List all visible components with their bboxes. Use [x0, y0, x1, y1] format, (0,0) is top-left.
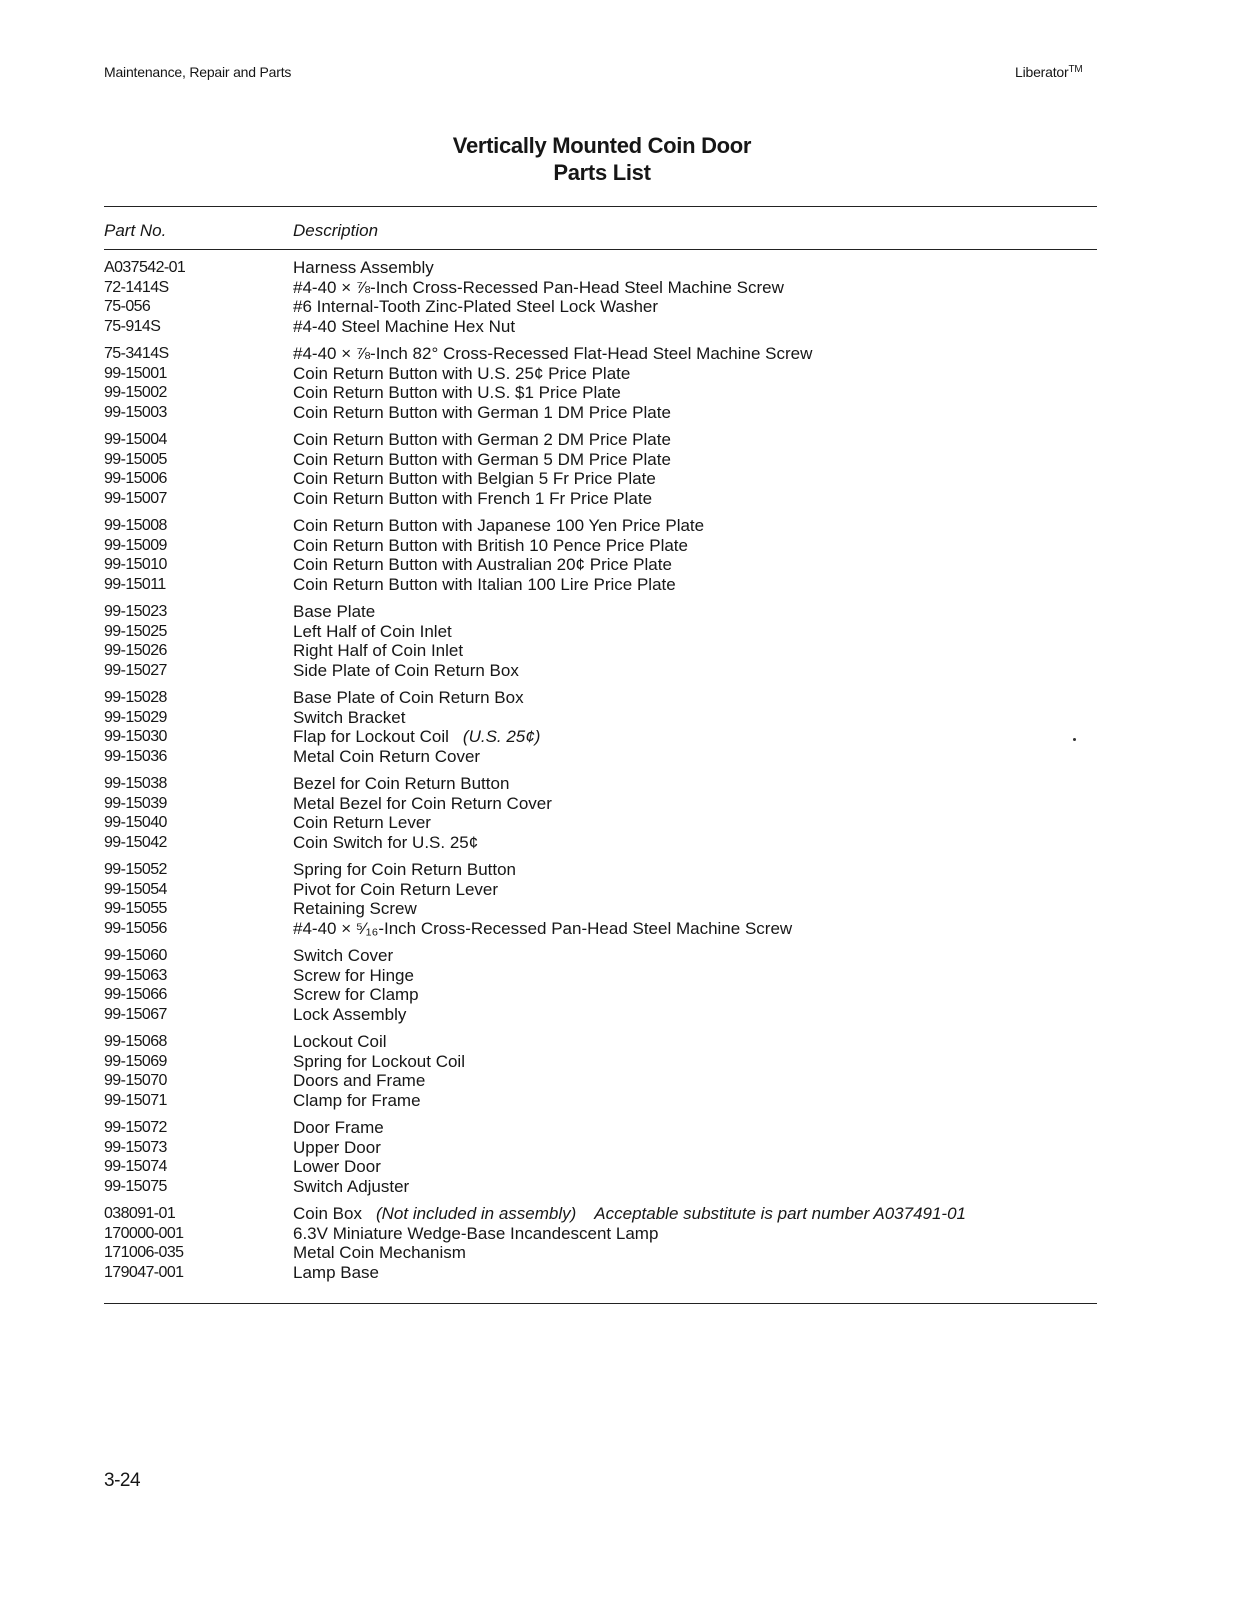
description-text: Flap for Lockout Coil	[293, 727, 449, 746]
part-description	[293, 1177, 1097, 1197]
part-number: 75-056	[104, 298, 151, 315]
part-number: 99-15066	[104, 986, 167, 1003]
part-number: 99-15006	[104, 470, 167, 487]
table-row	[104, 1224, 1097, 1244]
description-text: Screw for Hinge	[293, 965, 414, 985]
part-group	[104, 1118, 1097, 1196]
part-description	[293, 1032, 1097, 1052]
part-description	[293, 430, 1097, 450]
table-row	[104, 919, 1097, 939]
description-text: Clamp for Frame	[293, 1090, 421, 1110]
description-text: Coin Return Button with Japanese 100 Yen Price Plate	[293, 516, 705, 535]
part-description	[293, 297, 1097, 317]
part-description	[293, 1071, 1097, 1091]
table-row	[104, 661, 1097, 681]
description-text: Coin Return Button with U.S. 25¢ Price Plate	[293, 363, 631, 383]
part-number: 99-15038	[104, 775, 167, 792]
part-description	[293, 794, 1097, 814]
part-group	[104, 1204, 1097, 1282]
table-row	[104, 966, 1097, 986]
part-description	[293, 860, 1097, 880]
description-text: Lockout Coil	[293, 1032, 387, 1051]
part-number: 038091-01	[104, 1205, 176, 1222]
description-text: Spring for Coin Return Button	[293, 860, 517, 879]
table-row	[104, 450, 1097, 470]
part-description	[293, 813, 1097, 833]
description-text: 6.3V Miniature Wedge-Base Incandescent Lamp	[293, 1223, 659, 1243]
part-number: 72-1414S	[104, 278, 169, 296]
description-text: Base Plate	[293, 602, 376, 621]
header-rule	[104, 249, 1097, 250]
table-row	[104, 774, 1097, 794]
description-text: Doors and Frame	[293, 1071, 426, 1090]
description-text: Coin Return Button with Belgian 5 Fr Price Plate	[293, 469, 656, 488]
description-text: #6 Internal-Tooth Zinc-Plated Steel Lock Washer	[293, 297, 659, 316]
table-row	[104, 1204, 1097, 1224]
part-description	[293, 985, 1097, 1005]
table-row	[104, 278, 1097, 298]
part-description	[293, 1005, 1097, 1025]
table-row	[104, 1243, 1097, 1263]
part-number: 170000-001	[104, 1224, 184, 1242]
part-description	[293, 489, 1097, 509]
description-text: #4-40 × ⁵⁄₁₆-Inch Cross-Recessed Pan-Head Steel Machine Screw	[293, 918, 793, 938]
page-number: 3-24	[104, 1470, 141, 1491]
part-number: 99-15052	[104, 861, 167, 878]
part-description	[293, 641, 1097, 661]
part-description	[293, 1091, 1097, 1111]
description-text: Left Half of Coin Inlet	[293, 621, 452, 641]
part-number: 99-15072	[104, 1119, 167, 1136]
part-number: 99-15025	[104, 622, 167, 640]
description-text: Lower Door	[293, 1157, 381, 1176]
part-description	[293, 899, 1097, 919]
part-number: 99-15054	[104, 880, 167, 898]
part-number: 99-15011	[104, 575, 166, 593]
part-group	[104, 430, 1097, 508]
part-group	[104, 860, 1097, 938]
description-text: Metal Coin Mechanism	[293, 1243, 466, 1262]
column-header-part-no: Part No.	[104, 221, 167, 240]
part-group	[104, 258, 1097, 336]
table-row	[104, 602, 1097, 622]
part-description	[293, 1243, 1097, 1263]
part-description	[293, 344, 1097, 364]
part-description	[293, 1204, 1097, 1224]
description-text: Coin Return Button with German 5 DM Price Plate	[293, 449, 671, 469]
table-row	[104, 1005, 1097, 1025]
description-text: Lamp Base	[293, 1262, 379, 1282]
table-row	[104, 489, 1097, 509]
product-name: Liberator	[1015, 64, 1069, 80]
part-description	[293, 774, 1097, 794]
description-text: Spring for Lockout Coil	[293, 1051, 465, 1071]
table-row	[104, 469, 1097, 489]
part-description	[293, 1052, 1097, 1072]
description-text: Coin Return Button with Australian 20¢ Price Plate	[293, 555, 672, 574]
top-rule	[104, 206, 1097, 207]
part-group	[104, 344, 1097, 422]
part-description	[293, 317, 1097, 337]
description-text: #4-40 Steel Machine Hex Nut	[293, 316, 516, 336]
part-number: 99-15004	[104, 431, 167, 448]
description-text: Right Half of Coin Inlet	[293, 641, 464, 660]
page-title	[0, 132, 1204, 186]
part-number: 99-15007	[104, 489, 167, 507]
part-description	[293, 364, 1097, 384]
description-text: Coin Return Button with British 10 Pence Price Plate	[293, 535, 688, 555]
table-row	[104, 1118, 1097, 1138]
description-text: Coin Return Lever	[293, 813, 431, 832]
part-description	[293, 536, 1097, 556]
part-group	[104, 688, 1097, 766]
part-description	[293, 602, 1097, 622]
table-row	[104, 403, 1097, 423]
description-text: Switch Cover	[293, 946, 394, 965]
part-number: 99-15023	[104, 603, 167, 620]
part-number: 99-15063	[104, 966, 167, 984]
part-number: 99-15027	[104, 661, 167, 679]
table-row	[104, 555, 1097, 575]
part-description	[293, 1118, 1097, 1138]
table-row	[104, 833, 1097, 853]
part-number: A037542-01	[104, 259, 186, 276]
part-description	[293, 258, 1097, 278]
table-row	[104, 794, 1097, 814]
table-row	[104, 1138, 1097, 1158]
table-row	[104, 813, 1097, 833]
table-row	[104, 383, 1097, 403]
description-text: Side Plate of Coin Return Box	[293, 660, 519, 680]
part-number: 99-15029	[104, 708, 167, 726]
part-description	[293, 1157, 1097, 1177]
table-row	[104, 622, 1097, 642]
description-note-secondary: Acceptable substitute is part number A037491-01	[594, 1204, 967, 1223]
table-row	[104, 688, 1097, 708]
description-text: Coin Switch for U.S. 25¢	[293, 832, 479, 852]
part-number: 99-15042	[104, 833, 167, 851]
description-note: (U.S. 25¢)	[462, 727, 541, 746]
description-text: #4-40 × ⅞-Inch Cross-Recessed Pan-Head Steel Machine Screw	[293, 277, 784, 297]
part-description	[293, 880, 1097, 900]
part-description	[293, 688, 1097, 708]
part-description	[293, 555, 1097, 575]
part-number: 99-15001	[104, 364, 167, 382]
description-text: Door Frame	[293, 1118, 384, 1137]
description-text: Coin Return Button with German 1 DM Price Plate	[293, 402, 671, 422]
table-row	[104, 1157, 1097, 1177]
part-number: 99-15003	[104, 403, 167, 421]
part-group	[104, 516, 1097, 594]
table-row	[104, 946, 1097, 966]
part-description	[293, 661, 1097, 681]
part-number: 99-15069	[104, 1052, 167, 1070]
part-description	[293, 708, 1097, 728]
table-row	[104, 516, 1097, 536]
part-group	[104, 1032, 1097, 1110]
title-line-1: Vertically Mounted Coin Door	[452, 133, 752, 158]
part-number: 99-15073	[104, 1138, 167, 1156]
part-description	[293, 1224, 1097, 1244]
part-number: 99-15070	[104, 1072, 167, 1089]
table-row	[104, 727, 1097, 747]
table-row	[104, 708, 1097, 728]
part-description	[293, 747, 1097, 767]
part-description	[293, 966, 1097, 986]
table-row	[104, 880, 1097, 900]
table-row	[104, 899, 1097, 919]
description-text: Bezel for Coin Return Button	[293, 774, 510, 793]
description-text: Retaining Screw	[293, 899, 417, 918]
part-number: 171006-035	[104, 1244, 184, 1261]
part-description	[293, 450, 1097, 470]
running-header-right	[1015, 64, 1083, 80]
part-number: 99-15075	[104, 1177, 167, 1195]
description-note: (Not included in assembly)	[375, 1204, 577, 1223]
description-text: Coin Box	[293, 1204, 362, 1223]
part-description	[293, 278, 1097, 298]
description-text: Screw for Clamp	[293, 985, 419, 1004]
part-description	[293, 919, 1097, 939]
trademark-mark: TM	[1068, 64, 1083, 75]
table-row	[104, 641, 1097, 661]
table-row	[104, 575, 1097, 595]
part-description	[293, 833, 1097, 853]
description-text: Switch Bracket	[293, 707, 406, 727]
table-row	[104, 1177, 1097, 1197]
part-number: 99-15071	[104, 1091, 167, 1109]
part-group	[104, 602, 1097, 680]
part-description	[293, 727, 1097, 747]
part-description	[293, 622, 1097, 642]
table-row	[104, 1052, 1097, 1072]
table-row	[104, 860, 1097, 880]
part-description	[293, 403, 1097, 423]
part-group	[104, 946, 1097, 1024]
part-number: 99-15067	[104, 1005, 167, 1023]
part-number: 99-15060	[104, 947, 167, 964]
part-group	[104, 774, 1097, 852]
table-row	[104, 258, 1097, 278]
description-text: Base Plate of Coin Return Box	[293, 688, 524, 707]
table-row	[104, 317, 1097, 337]
table-row	[104, 430, 1097, 450]
description-text: Harness Assembly	[293, 258, 434, 277]
part-number: 99-15068	[104, 1033, 167, 1050]
table-row	[104, 344, 1097, 364]
part-number: 99-15030	[104, 728, 167, 745]
part-description	[293, 1263, 1097, 1283]
part-number: 99-15005	[104, 450, 167, 468]
table-row	[104, 747, 1097, 767]
description-text: Coin Return Button with U.S. $1 Price Plate	[293, 383, 621, 402]
part-description	[293, 383, 1097, 403]
parts-table	[104, 258, 1097, 1290]
part-number: 99-15002	[104, 384, 167, 401]
table-row	[104, 985, 1097, 1005]
part-number: 99-15074	[104, 1158, 167, 1175]
description-text: Lock Assembly	[293, 1004, 407, 1024]
table-row	[104, 1032, 1097, 1052]
part-number: 99-15036	[104, 747, 167, 765]
part-number: 75-3414S	[104, 345, 169, 362]
description-text: Coin Return Button with French 1 Fr Price Plate	[293, 488, 653, 508]
part-number: 75-914S	[104, 317, 161, 335]
part-number: 99-15026	[104, 642, 167, 659]
description-text: #4-40 × ⅞-Inch 82° Cross-Recessed Flat-Head Steel Machine Screw	[293, 344, 813, 363]
part-number: 99-15055	[104, 900, 167, 917]
bottom-rule	[104, 1303, 1097, 1304]
description-text: Metal Coin Return Cover	[293, 746, 481, 766]
title-line-2: Parts List	[553, 160, 651, 185]
stray-dot	[1073, 738, 1076, 741]
table-row	[104, 364, 1097, 384]
part-description	[293, 946, 1097, 966]
part-number: 179047-001	[104, 1263, 184, 1281]
part-number: 99-15040	[104, 814, 167, 831]
part-number: 99-15008	[104, 517, 167, 534]
part-number: 99-15009	[104, 536, 167, 554]
running-header-left: Maintenance, Repair and Parts	[104, 64, 292, 80]
description-text: Metal Bezel for Coin Return Cover	[293, 793, 552, 813]
part-description	[293, 469, 1097, 489]
part-description	[293, 516, 1097, 536]
part-number: 99-15039	[104, 794, 167, 812]
description-text: Coin Return Button with Italian 100 Lire Price Plate	[293, 574, 676, 594]
table-row	[104, 1071, 1097, 1091]
description-text: Coin Return Button with German 2 DM Price Plate	[293, 430, 671, 449]
part-number: 99-15010	[104, 556, 167, 573]
description-text: Pivot for Coin Return Lever	[293, 879, 499, 899]
table-row	[104, 536, 1097, 556]
part-description	[293, 575, 1097, 595]
part-description	[293, 1138, 1097, 1158]
part-number: 99-15056	[104, 919, 167, 937]
description-text: Upper Door	[293, 1137, 381, 1157]
table-row	[104, 1263, 1097, 1283]
table-row	[104, 1091, 1097, 1111]
column-header-description: Description	[293, 221, 379, 240]
description-text: Switch Adjuster	[293, 1176, 410, 1196]
part-number: 99-15028	[104, 689, 167, 706]
table-row	[104, 297, 1097, 317]
